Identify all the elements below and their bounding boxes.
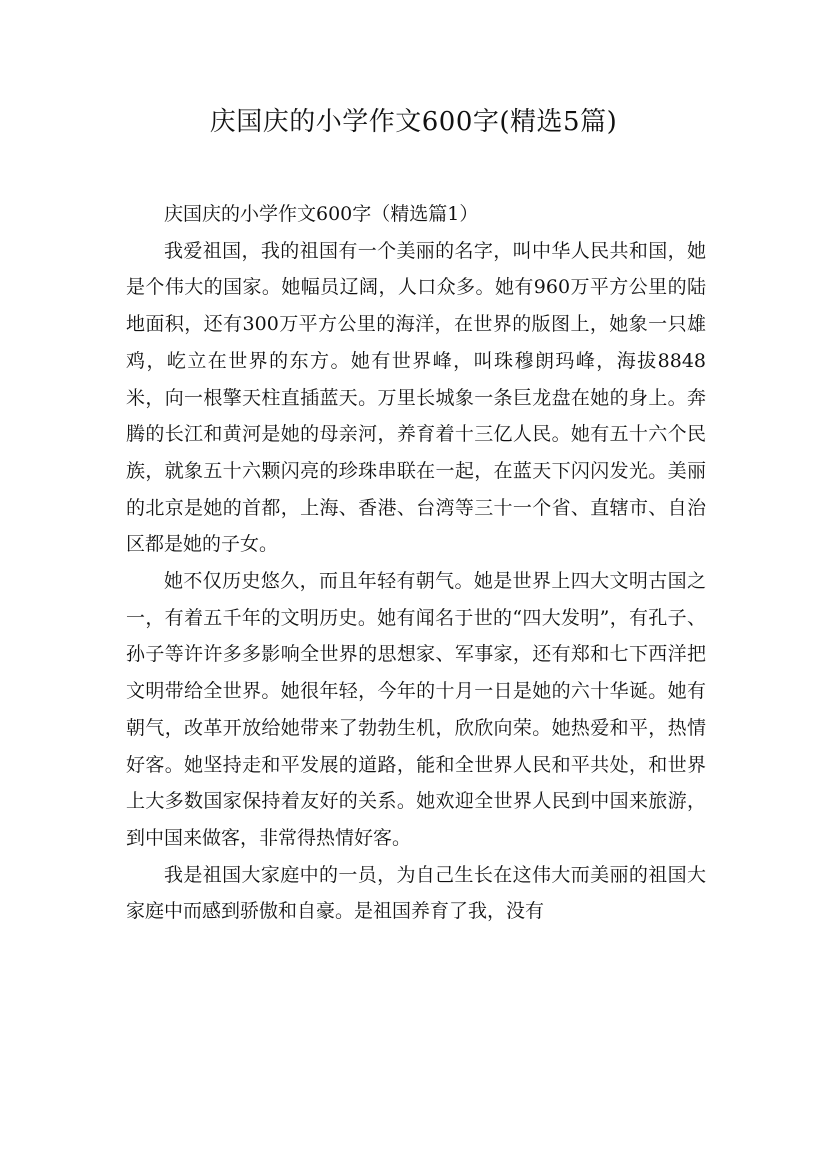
paragraph-3: 我是祖国大家庭中的一员，为自己生长在这伟大而美丽的祖国大家庭中而感到骄傲和自豪。是祖国养育了我，没有 xyxy=(126,863,706,923)
paragraph-2: 她不仅历史悠久，而且年轻有朝气。她是世界上四大文明古国之一，有着五千年的文明历史。她有闻名于世的“四大发明”，有孔子、孙子等许许多多影响全世界的思想家、军事家，还有郑和七下西洋把文明带给全世界。她很年轻，今年的十月一日是她的六十华诞。她有朝气，改革开放给她带来了勃勃生机，欣欣向荣。她热爱和平，热情好客。她坚持走和平发展的道路，能和全世界人民和平共处，和世界上大多数国家保持着友好的关系。她欢迎全世界人民到中国来旅游，到中国来做客，非常得热情好客。 xyxy=(126,570,706,849)
document-title: 庆国庆的小学作文600字(精选5篇) xyxy=(209,107,618,137)
document-body xyxy=(126,196,706,930)
paragraph-1: 我爱祖国，我的祖国有一个美丽的名字，叫中华人民共和国，她是个伟大的国家。她幅员辽阔，人口众多。她有960万平方公里的陆地面积，还有300万平方公里的海洋，在世界的版图上，她象一只雄鸡，屹立在世界的东方。她有世界峰，叫珠穆朗玛峰，海拔8848米，向一根擎天柱直插蓝天。万里长城象一条巨龙盘在她的身上。奔腾的长江和黄河是她的母亲河，养育着十三亿人民。她有五十六个民族，就象五十六颗闪亮的珍珠串联在一起，在蓝天下闪闪发光。美丽的北京是她的首都，上海、香港、台湾等三十一个省、直辖市、自治区都是她的子女。 xyxy=(126,239,706,556)
section-subtitle: 庆国庆的小学作文600字（精选篇1） xyxy=(164,203,479,225)
